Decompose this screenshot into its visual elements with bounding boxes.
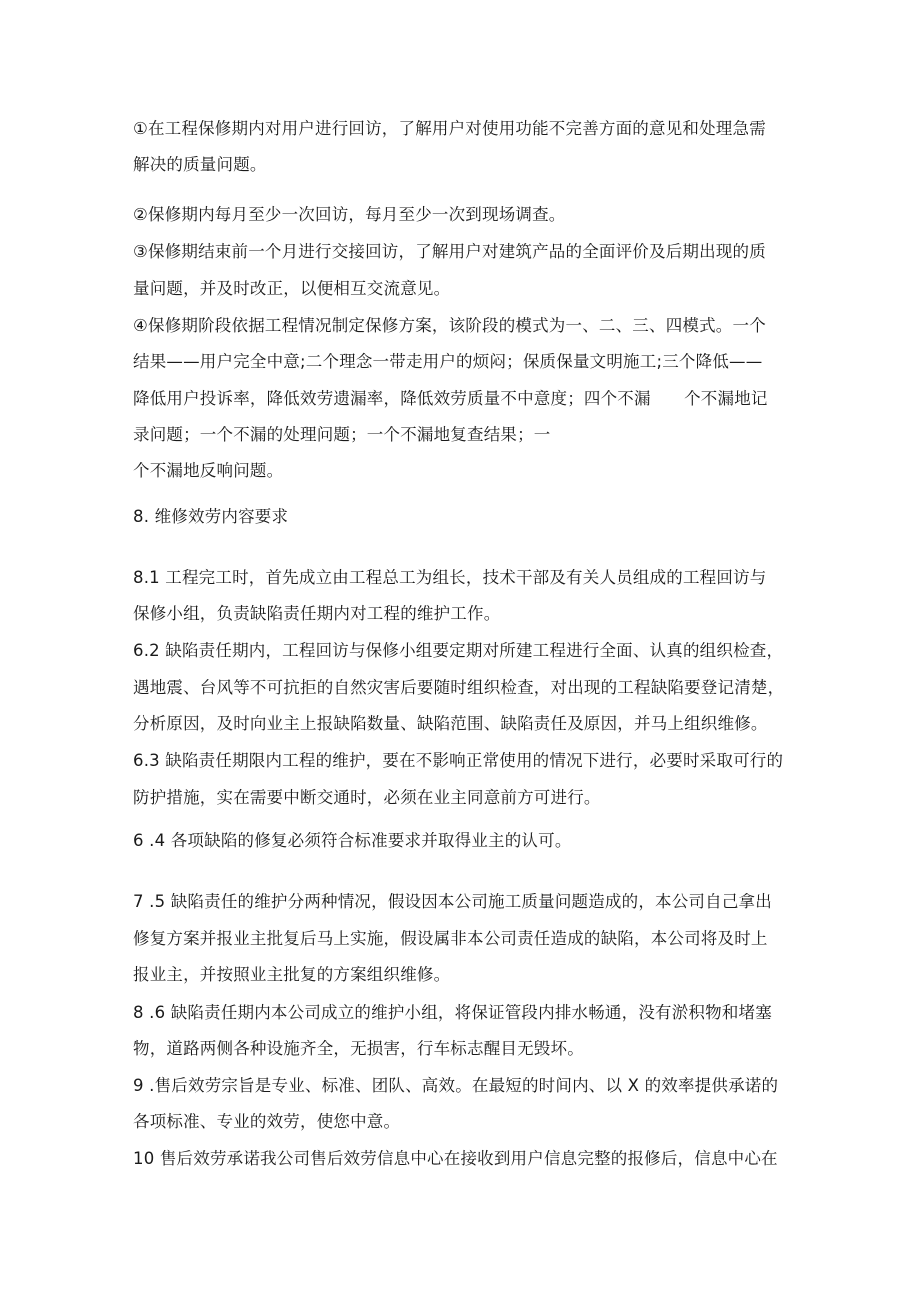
paragraph-line: 报业主，并按照业主批复的方案组织维修。 — [133, 965, 451, 984]
paragraph-line: 各项标准、专业的效劳，使您中意。 — [133, 1112, 401, 1131]
paragraph-line: 解决的质量问题。 — [133, 155, 267, 174]
paragraph-line: 保修小组，负责缺陷责任期内对工程的维护工作。 — [133, 604, 501, 623]
paragraph-line: 个不漏地反响问题。 — [133, 461, 284, 480]
paragraph-line: 防护措施，实在需要中断交通时，必须在业主同意前方可进行。 — [133, 788, 601, 807]
paragraph-line: 修复方案并报业主批复后马上实施，假设属非本公司责任造成的缺陷，本公司将及时上 — [133, 929, 768, 948]
paragraph-line: 8.1 工程完工时，首先成立由工程总工为组长，技术干部及有关人员组成的工程回访与 — [133, 568, 767, 587]
paragraph-line: 6.2 缺陷责任期内，工程回访与保修小组要定期对所建工程进行全面、认真的组织检查， — [133, 641, 784, 660]
paragraph-line: 降低用户投诉率，降低效劳遗漏率，降低效劳质量不中意度；四个不漏 个不漏地记 — [133, 389, 768, 408]
paragraph-line: 分析原因，及时向业主上报缺陷数量、缺陷范围、缺陷责任及原因，并马上组织维修。 — [133, 714, 768, 733]
paragraph-line: ④保修期阶段依据工程情况制定保修方案，该阶段的模式为一、二、三、四模式。一个 — [133, 316, 766, 335]
paragraph-line: 遇地震、台风等不可抗拒的自然灾害后要随时组织检查，对出现的工程缺陷要登记清楚， — [133, 678, 785, 697]
paragraph-line: 物，道路两侧各种设施齐全，无损害，行车标志醒目无毁坏。 — [133, 1039, 584, 1058]
paragraph-line: 9 .售后效劳宗旨是专业、标准、团队、高效。在最短的时间内、以 X 的效率提供承诺的 — [133, 1076, 779, 1095]
paragraph-line: 8 .6 缺陷责任期内本公司成立的维护小组，将保证管段内排水畅通，没有淤积物和堵塞 — [133, 1003, 772, 1022]
paragraph-line: ②保修期内每月至少一次回访，每月至少一次到现场调查。 — [133, 205, 566, 224]
paragraph-line: 录问题；一个不漏的处理问题；一个不漏地复查结果；一 — [133, 425, 551, 444]
paragraph-line: 7 .5 缺陷责任的维护分两种情况，假设因本公司施工质量问题造成的，本公司自己拿出 — [133, 892, 772, 911]
paragraph-line: 结果——用户完全中意;二个理念一带走用户的烦闷；保质保量文明施工;三个降低—— — [133, 352, 763, 371]
paragraph-line: 量问题，并及时改正，以便相互交流意见。 — [133, 279, 451, 298]
paragraph-line: 6 .4 各项缺陷的修复必须符合标准要求并取得业主的认可。 — [133, 831, 572, 850]
section-heading: 8. 维修效劳内容要求 — [133, 507, 289, 526]
paragraph-line: 6.3 缺陷责任期限内工程的维护，要在不影响正常使用的情况下进行，必要时采取可行的 — [133, 751, 784, 770]
paragraph-line: ①在工程保修期内对用户进行回访，了解用户对使用功能不完善方面的意见和处理急需 — [133, 119, 766, 138]
paragraph-line: 10 售后效劳承诺我公司售后效劳信息中心在接收到用户信息完整的报修后，信息中心在 — [133, 1149, 778, 1168]
paragraph-line: ③保修期结束前一个月进行交接回访，了解用户对建筑产品的全面评价及后期出现的质 — [133, 242, 766, 261]
